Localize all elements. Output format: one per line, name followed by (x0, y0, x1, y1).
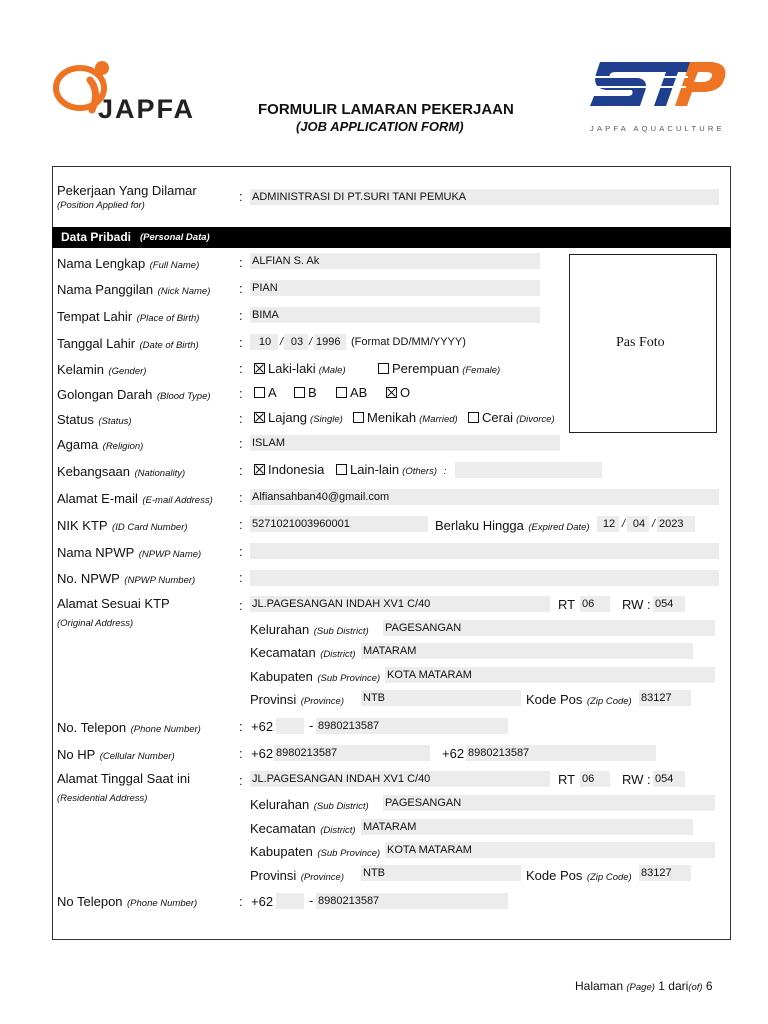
ktp-kodepos-sub-label: (Zip Code) (586, 696, 632, 707)
ktp-kecamatan-row (250, 644, 356, 662)
nik-label: NIK KTP (57, 518, 108, 533)
phone-number-field[interactable]: 8980213587 (316, 718, 508, 734)
colon: : (239, 335, 243, 350)
birth-month-field[interactable]: 03 (284, 334, 308, 350)
status-married-sub-label: (Married) (419, 414, 458, 425)
colon: : (239, 386, 243, 401)
ktp-provinsi-sub-label: (Province) (300, 696, 344, 707)
res-rw-label: RW : (622, 772, 651, 787)
religion-label: Agama (57, 437, 99, 452)
ktp-provinsi-field[interactable]: NTB (361, 690, 521, 706)
res-address-label: Alamat Tinggal Saat ini (57, 771, 190, 786)
stp-logo-icon (588, 54, 728, 114)
full-name-row (57, 255, 199, 273)
colon: : (239, 436, 243, 451)
colon: : (239, 598, 243, 613)
npwp-name-sub-label: (NPWP Name) (138, 549, 202, 560)
res-kodepos-field[interactable]: 83127 (639, 865, 691, 881)
blood-type-sub-label: (Blood Type) (156, 391, 211, 402)
colon: : (239, 570, 243, 585)
colon: : (443, 466, 447, 477)
blood-ab-label: AB (350, 385, 368, 400)
ktp-kodepos-row (526, 691, 632, 709)
res-kelurahan-row (250, 796, 369, 814)
nationality-indonesia-label: Indonesia (268, 462, 325, 477)
phone-country-code: +62 (251, 719, 274, 734)
blood-option-a[interactable] (254, 385, 277, 400)
nationality-option-indonesia[interactable] (254, 462, 324, 477)
ktp-address-label: Alamat Sesuai KTP (57, 596, 170, 611)
birth-year-field[interactable]: 1996 (314, 334, 346, 350)
religion-field[interactable]: ISLAM (250, 435, 560, 451)
ktp-kabupaten-sub-label: (Sub Province) (317, 673, 381, 684)
status-married-label: Menikah (367, 410, 417, 425)
colon: : (239, 746, 243, 761)
ktp-address-sub-label: (Original Address) (57, 618, 134, 629)
colon: : (239, 189, 243, 204)
res-kecamatan-label: Kecamatan (250, 821, 316, 836)
position-sub-label: (Position Applied for) (57, 200, 145, 211)
res-provinsi-field[interactable]: NTB (361, 865, 521, 881)
date-separator: / (280, 336, 284, 348)
birth-day-field[interactable]: 10 (250, 334, 278, 350)
res-rw-field[interactable]: 054 (653, 771, 685, 787)
checkbox-checked-icon[interactable] (254, 363, 265, 374)
checkbox-checked-icon[interactable] (386, 387, 397, 398)
birth-date-sub-label: (Date of Birth) (139, 340, 199, 351)
status-single-label: Lajang (268, 410, 308, 425)
ktp-provinsi-label: Provinsi (250, 692, 297, 707)
mobile-sub-label: (Cellular Number) (99, 751, 175, 762)
res-kabupaten-row (250, 843, 380, 861)
gender-female-sub-label: (Female) (462, 365, 501, 376)
religion-sub-label: (Religion) (102, 441, 144, 452)
res-kelurahan-sub-label: (Sub District) (313, 801, 369, 812)
phone-2-country-code: +62 (251, 894, 274, 909)
phone-2-number-field[interactable]: 8980213587 (316, 893, 508, 909)
birth-place-label: Tempat Lahir (57, 309, 133, 324)
status-divorce-sub-label: (Divorce) (516, 414, 555, 425)
blood-a-label: A (268, 385, 277, 400)
full-name-field[interactable]: ALFIAN S. Ak (250, 253, 540, 269)
birth-place-sub-label: (Place of Birth) (136, 313, 200, 324)
colon: : (239, 490, 243, 505)
npwp-name-row (57, 544, 201, 562)
expiry-year-field[interactable]: 2023 (657, 516, 695, 532)
position-label: Pekerjaan Yang Dilamar (57, 183, 197, 198)
status-sub-label: (Status) (98, 416, 132, 427)
ktp-kodepos-label: Kode Pos (526, 692, 583, 707)
ktp-kelurahan-label: Kelurahan (250, 622, 310, 637)
checkbox-icon[interactable] (378, 363, 389, 374)
npwp-number-row (57, 570, 195, 588)
checkbox-icon[interactable] (294, 387, 305, 398)
gender-female-label: Perempuan (392, 361, 460, 376)
gender-male-sub-label: (Male) (318, 365, 346, 376)
gender-male-label: Laki-laki (268, 361, 316, 376)
date-format-hint: (Format DD/MM/YYYY) (351, 336, 466, 348)
blood-option-b[interactable] (294, 385, 317, 400)
res-kodepos-row (526, 867, 632, 885)
section-title: Data Pribadi (61, 230, 132, 244)
page-dari: dari (668, 979, 689, 993)
ktp-kecamatan-sub-label: (District) (320, 649, 356, 660)
photo-label: Pas Foto (616, 335, 665, 350)
colon: : (239, 281, 243, 296)
nationality-others-sub-label: (Others) (402, 466, 437, 477)
nationality-sub-label: (Nationality) (134, 468, 186, 479)
checkbox-checked-icon[interactable] (254, 412, 265, 423)
section-sub-title: (Personal Data) (140, 232, 210, 243)
mobile-number-field[interactable]: 8980213587 (274, 745, 430, 761)
ktp-kelurahan-row (250, 621, 369, 639)
birth-date-row (57, 335, 199, 353)
position-field[interactable]: ADMINISTRASI DI PT.SURI TANI PEMUKA (250, 189, 719, 205)
res-kodepos-label: Kode Pos (526, 868, 583, 883)
nationality-label: Kebangsaan (57, 464, 131, 479)
res-rt-label: RT (558, 772, 576, 787)
status-option-divorce[interactable] (468, 410, 555, 425)
checkbox-checked-icon[interactable] (254, 464, 265, 475)
phone-2-row (57, 893, 197, 911)
stp-logo (588, 54, 733, 136)
blood-b-label: B (308, 385, 317, 400)
res-kabupaten-sub-label: (Sub Province) (317, 848, 381, 859)
nick-name-sub-label: (Nick Name) (157, 286, 211, 297)
nik-row (57, 517, 188, 535)
nick-name-field[interactable]: PIAN (250, 280, 540, 296)
colon: : (239, 361, 243, 376)
form-title: FORMULIR LAMARAN PEKERJAAN (258, 101, 514, 118)
res-address-field[interactable]: JL.PAGESANGAN INDAH XV1 C/40 (250, 771, 550, 787)
section-header-personal-data (52, 227, 731, 248)
mobile-number-2-field[interactable]: 8980213587 (466, 745, 656, 761)
full-name-sub-label: (Full Name) (149, 260, 200, 271)
blood-option-o[interactable] (386, 385, 410, 400)
mobile-row (57, 746, 175, 764)
nick-name-label: Nama Panggilan (57, 282, 154, 297)
colon: : (239, 894, 243, 909)
page-label: Halaman (575, 979, 624, 993)
birth-place-row (57, 308, 199, 326)
nationality-others-label: Lain-lain (350, 462, 400, 477)
religion-row (57, 436, 143, 454)
ktp-rw-label: RW : (622, 597, 651, 612)
colon: : (239, 517, 243, 532)
nik-sub-label: (ID Card Number) (112, 522, 188, 533)
nationality-option-others[interactable] (336, 462, 446, 477)
phone-2-dash: - (309, 893, 314, 908)
colon: : (239, 719, 243, 734)
blood-type-label: Golongan Darah (57, 387, 153, 402)
res-kelurahan-label: Kelurahan (250, 797, 310, 812)
res-provinsi-label: Provinsi (250, 868, 297, 883)
gender-option-female[interactable] (378, 361, 500, 376)
res-kecamatan-field[interactable]: MATARAM (361, 819, 693, 835)
page-indicator (575, 979, 713, 993)
ktp-kodepos-field[interactable]: 83127 (639, 690, 691, 706)
blood-o-label: O (400, 385, 411, 400)
ktp-kecamatan-field[interactable]: MATARAM (361, 643, 693, 659)
ktp-provinsi-row (250, 691, 344, 709)
res-kelurahan-field[interactable]: PAGESANGAN (383, 795, 715, 811)
ktp-rt-label: RT (558, 597, 576, 612)
phone-area-field[interactable] (276, 718, 304, 734)
page-of-sub-label: (of) (688, 982, 703, 993)
res-kodepos-sub-label: (Zip Code) (586, 872, 632, 883)
email-field[interactable]: Alfiansahban40@gmail.com (250, 489, 719, 505)
stp-logo-tagline: JAPFA AQUACULTURE (590, 124, 725, 133)
checkbox-icon[interactable] (254, 387, 265, 398)
ktp-kelurahan-sub-label: (Sub District) (313, 626, 369, 637)
npwp-number-sub-label: (NPWP Number) (124, 575, 196, 586)
japfa-logo (52, 56, 212, 126)
nationality-row (57, 463, 185, 481)
res-kabupaten-field[interactable]: KOTA MATARAM (385, 842, 715, 858)
colon: : (239, 544, 243, 559)
ktp-kabupaten-row (250, 668, 380, 686)
phone-2-area-field[interactable] (276, 893, 304, 909)
status-row (57, 411, 132, 429)
gender-option-male[interactable] (254, 361, 346, 376)
res-address-sub-label: (Residential Address) (57, 793, 148, 804)
colon: : (239, 411, 243, 426)
japfa-logo-text: JAPFA (98, 94, 196, 124)
res-provinsi-row (250, 867, 344, 885)
nationality-others-field[interactable] (455, 462, 602, 478)
colon: : (239, 308, 243, 323)
status-label: Status (57, 412, 94, 427)
page-number: 1 (658, 979, 665, 993)
page-total: 6 (705, 979, 713, 993)
res-kecamatan-sub-label: (District) (320, 825, 356, 836)
npwp-number-label: No. NPWP (57, 571, 120, 586)
birth-place-field[interactable]: BIMA (250, 307, 540, 323)
status-option-married[interactable] (353, 410, 458, 425)
page-sub-label: (Page) (626, 982, 655, 993)
ktp-kecamatan-label: Kecamatan (250, 645, 316, 660)
blood-type-row (57, 386, 211, 404)
gender-label: Kelamin (57, 362, 104, 377)
phone-2-label: No Telepon (57, 894, 123, 909)
date-separator: / (652, 518, 656, 530)
colon: : (239, 255, 243, 270)
expiry-row (435, 517, 590, 535)
nik-field[interactable]: 5271021003960001 (250, 516, 428, 532)
email-row (57, 490, 213, 508)
phone-row (57, 719, 201, 737)
checkbox-icon[interactable] (336, 387, 347, 398)
res-kabupaten-label: Kabupaten (250, 844, 313, 859)
ktp-kabupaten-field[interactable]: KOTA MATARAM (385, 667, 715, 683)
photo-box[interactable] (569, 254, 717, 433)
gender-row (57, 361, 146, 379)
status-single-sub-label: (Single) (310, 414, 343, 425)
date-separator: / (309, 336, 313, 348)
npwp-number-field[interactable] (250, 570, 719, 586)
res-provinsi-sub-label: (Province) (300, 872, 344, 883)
status-option-single[interactable] (254, 410, 343, 425)
expiry-month-field[interactable]: 04 (627, 516, 649, 532)
blood-option-ab[interactable] (336, 385, 367, 400)
status-divorce-label: Cerai (482, 410, 514, 425)
date-separator: / (622, 518, 626, 530)
npwp-name-field[interactable] (250, 543, 719, 559)
phone-label: No. Telepon (57, 720, 127, 735)
ktp-kelurahan-field[interactable]: PAGESANGAN (383, 620, 715, 636)
expiry-day-field[interactable]: 12 (597, 516, 619, 532)
phone-dash: - (309, 718, 314, 733)
checkbox-icon[interactable] (336, 464, 347, 475)
mobile-label: No HP (57, 747, 96, 762)
email-sub-label: (E-mail Address) (142, 495, 213, 506)
ktp-kabupaten-label: Kabupaten (250, 669, 313, 684)
nick-name-row (57, 281, 210, 299)
form-subtitle: (JOB APPLICATION FORM) (296, 119, 464, 134)
res-rt-field[interactable]: 06 (580, 771, 610, 787)
checkbox-icon[interactable] (353, 412, 364, 423)
colon: : (239, 773, 243, 788)
colon: : (239, 463, 243, 478)
email-label: Alamat E-mail (57, 491, 138, 506)
full-name-label: Nama Lengkap (57, 256, 146, 271)
phone-sub-label: (Phone Number) (130, 724, 201, 735)
mobile-country-code-2: +62 (442, 746, 465, 761)
ktp-rt-field[interactable]: 06 (580, 596, 610, 612)
npwp-name-label: Nama NPWP (57, 545, 135, 560)
expiry-label: Berlaku Hingga (435, 518, 524, 533)
expiry-sub-label: (Expired Date) (528, 522, 590, 533)
checkbox-icon[interactable] (468, 412, 479, 423)
ktp-rw-field[interactable]: 054 (653, 596, 685, 612)
phone-2-sub-label: (Phone Number) (127, 898, 198, 909)
res-kecamatan-row (250, 820, 356, 838)
gender-sub-label: (Gender) (108, 366, 147, 377)
birth-date-label: Tanggal Lahir (57, 336, 136, 351)
ktp-address-field[interactable]: JL.PAGESANGAN INDAH XV1 C/40 (250, 596, 550, 612)
mobile-country-code: +62 (251, 746, 274, 761)
